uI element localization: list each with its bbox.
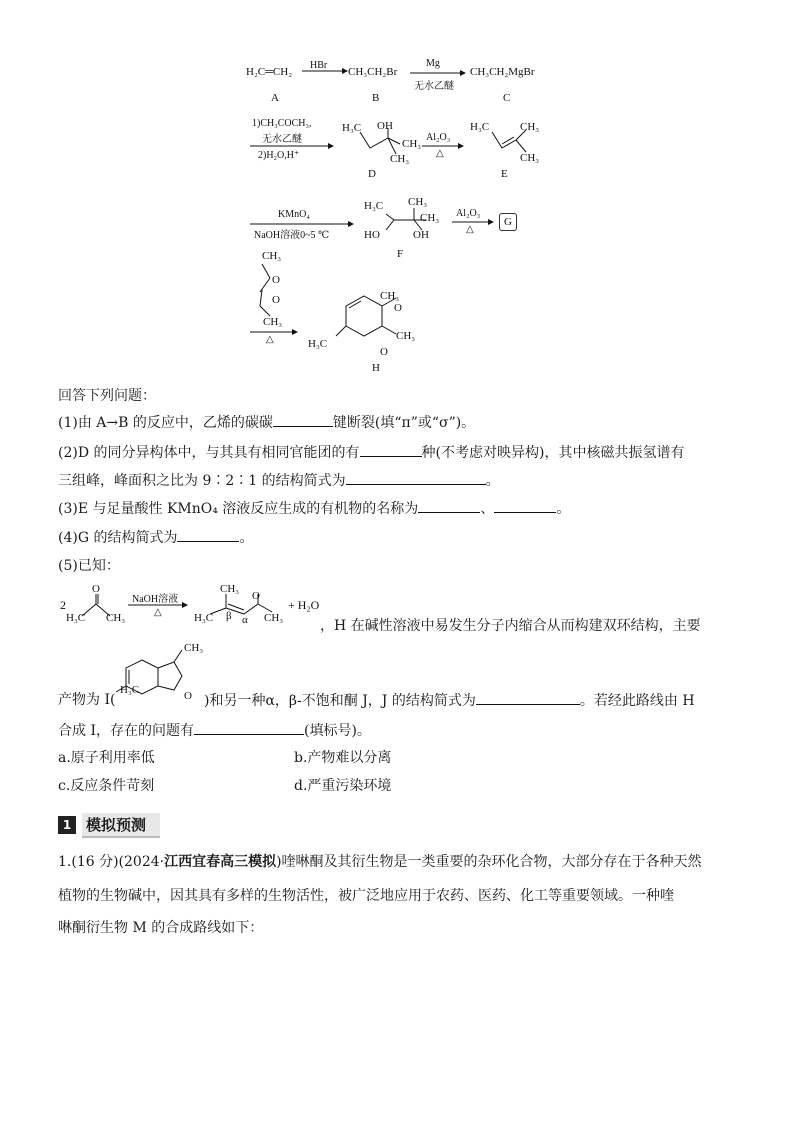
reagent-al2o3-2: Al₂O₃: [456, 208, 481, 219]
heat-symbol-3: △: [266, 334, 274, 345]
question-3: (3)E 与足量酸性 KMnO₄ 溶液反应生成的有机物的名称为 、 。: [58, 498, 570, 519]
q2-blank-1[interactable]: [360, 442, 422, 457]
h-o2: O: [380, 346, 388, 358]
q5-blank-j[interactable]: [476, 690, 580, 705]
question-5-j: )和另一种α，β-不饱和酮 J，J 的结构简式为 。若经此路线由 H: [204, 690, 695, 711]
d-ch3-a: CH₃: [402, 138, 422, 150]
h-o1: O: [394, 302, 402, 314]
label-e: E: [501, 168, 508, 180]
dienone-o2: O: [272, 294, 280, 306]
f-ho: HO: [364, 229, 380, 241]
q1-blank[interactable]: [273, 412, 333, 427]
question-5-text: ，H 在碱性溶液中易发生分子内缩合从而构建双环结构，主要: [320, 618, 701, 634]
option-a: a.原子利用率低: [58, 750, 155, 766]
question-5-product: 产物为 I(: [58, 692, 116, 708]
reagent-al2o3: Al₂O₃: [426, 132, 451, 143]
section-title: 模拟预测: [82, 813, 160, 838]
question-5: (5)已知：: [58, 558, 120, 574]
i-ch3: CH₃: [184, 642, 204, 654]
compound-h-ring: [334, 286, 424, 366]
known-prod-ch3b: CH₃: [264, 612, 284, 624]
known-h3c: H₃C: [66, 612, 86, 624]
arrow-2: [410, 69, 466, 77]
compound-c: CH₃CH₂MgBr: [470, 66, 535, 78]
compound-b: CH₃CH₂Br: [348, 66, 398, 78]
arrow-7: [250, 328, 298, 336]
h-ch3-a: CH₃: [380, 290, 400, 302]
cond-hydrolysis: 2)H₂O,H⁺: [258, 150, 300, 161]
question-4: (4)G 的结构简式为 。: [58, 527, 253, 548]
label-c: C: [503, 92, 511, 104]
known-naoh: NaOH溶液: [132, 594, 179, 605]
cond-naoh-cold: NaOH溶液0~5 ℃: [254, 230, 330, 241]
label-f: F: [397, 248, 404, 260]
known-prod-h3c: H₃C: [194, 612, 214, 624]
known-water: + H₂O: [288, 598, 320, 612]
e-ch3-a: CH₃: [520, 121, 540, 133]
question-5-problem: 合成 I，存在的问题有 (填标号)。: [58, 720, 371, 741]
problem-1-line2: 植物的生物碱中，因其具有多样的生物活性，被广泛地应用于农药、医药、化工等重要领域。一种喹: [58, 888, 674, 904]
cond-acetone: 1)CH₃COCH₃,: [252, 118, 312, 129]
known-prod-o: O: [252, 590, 260, 602]
heat-symbol-2: △: [466, 224, 474, 235]
section-header: [58, 814, 160, 836]
known-alpha: α: [242, 614, 248, 626]
reagent-hbr: HBr: [310, 60, 328, 71]
known-beta: β: [226, 610, 232, 622]
known-prod-ch3: CH₃: [220, 583, 240, 595]
i-h3c: H₃C: [120, 684, 140, 696]
question-2-cont: 三组峰，峰面积之比为 9∶2∶1 的结构简式为 。: [58, 470, 500, 491]
arrow-3: [250, 142, 334, 150]
q3-blank-2[interactable]: [494, 498, 556, 513]
option-b: b.产物难以分离: [294, 750, 392, 766]
d-oh: OH: [377, 120, 393, 132]
reagent-mg: Mg: [426, 58, 440, 69]
known-heat: △: [154, 607, 162, 618]
option-c: c.反应条件苛刻: [58, 778, 155, 794]
reagent-kmno4: KMnO₄: [278, 209, 310, 220]
d-h3c: H₃C: [342, 122, 362, 134]
known-coeff: 2: [60, 598, 66, 612]
intro: 回答下列问题：: [58, 388, 156, 404]
compound-i-skeleton: [112, 646, 208, 706]
known-o: O: [92, 583, 100, 595]
f-h3c: H₃C: [364, 200, 384, 212]
known-ch3: CH₃: [106, 612, 126, 624]
solvent-ether: 无水乙醚: [414, 81, 454, 92]
f-ch3-a: CH₃: [408, 196, 428, 208]
q2-blank-2[interactable]: [346, 470, 486, 485]
dienone-o1: O: [272, 274, 280, 286]
h-ch3-b: CH₃: [396, 330, 416, 342]
problem-1-line1: 1.(16 分)(2024·江西宜春高三模拟)喹啉酮及其衍生物是一类重要的杂环化合物，大部分存在于各种天然: [58, 854, 702, 870]
i-o: O: [184, 690, 192, 702]
section-number-icon: 1: [58, 816, 76, 834]
label-h: H: [372, 362, 380, 374]
e-h3c: H₃C: [470, 121, 490, 133]
q4-blank[interactable]: [177, 527, 239, 542]
problem-source: 江西宜春高三模拟: [164, 854, 277, 870]
label-a: A: [271, 92, 279, 104]
dienone-ch3-bot: CH₃: [263, 316, 283, 328]
f-oh: OH: [413, 229, 429, 241]
problem-1-line3: 啉酮衍生物 M 的合成路线如下：: [58, 920, 264, 936]
h-h3c: H₃C: [308, 338, 328, 350]
f-ch3-b: CH₃: [420, 212, 440, 224]
compound-a: H₂C═CH₂: [246, 66, 293, 78]
q3-blank-1[interactable]: [418, 498, 480, 513]
dienone-ch3-top: CH₃: [262, 250, 282, 262]
heat-symbol: △: [436, 148, 444, 159]
question-1: (1)由 A→B 的反应中，乙烯的碳碳 键断裂(填“π”或“σ”)。: [58, 412, 475, 433]
e-ch3-b: CH₃: [520, 152, 540, 164]
option-d: d.严重污染环境: [294, 778, 392, 794]
compound-g-box: G: [499, 213, 517, 231]
arrow-1: [302, 66, 348, 74]
q5-blank-issues[interactable]: [194, 720, 304, 735]
d-ch3-b: CH₃: [390, 153, 410, 165]
label-b: B: [372, 92, 380, 104]
cond-ether: 无水乙醚: [262, 134, 302, 145]
question-2: (2)D 的同分异构体中，与其具有相同官能团的有 种(不考虑对映异构)，其中核磁共振氢谱有: [58, 442, 684, 463]
label-d: D: [368, 168, 376, 180]
